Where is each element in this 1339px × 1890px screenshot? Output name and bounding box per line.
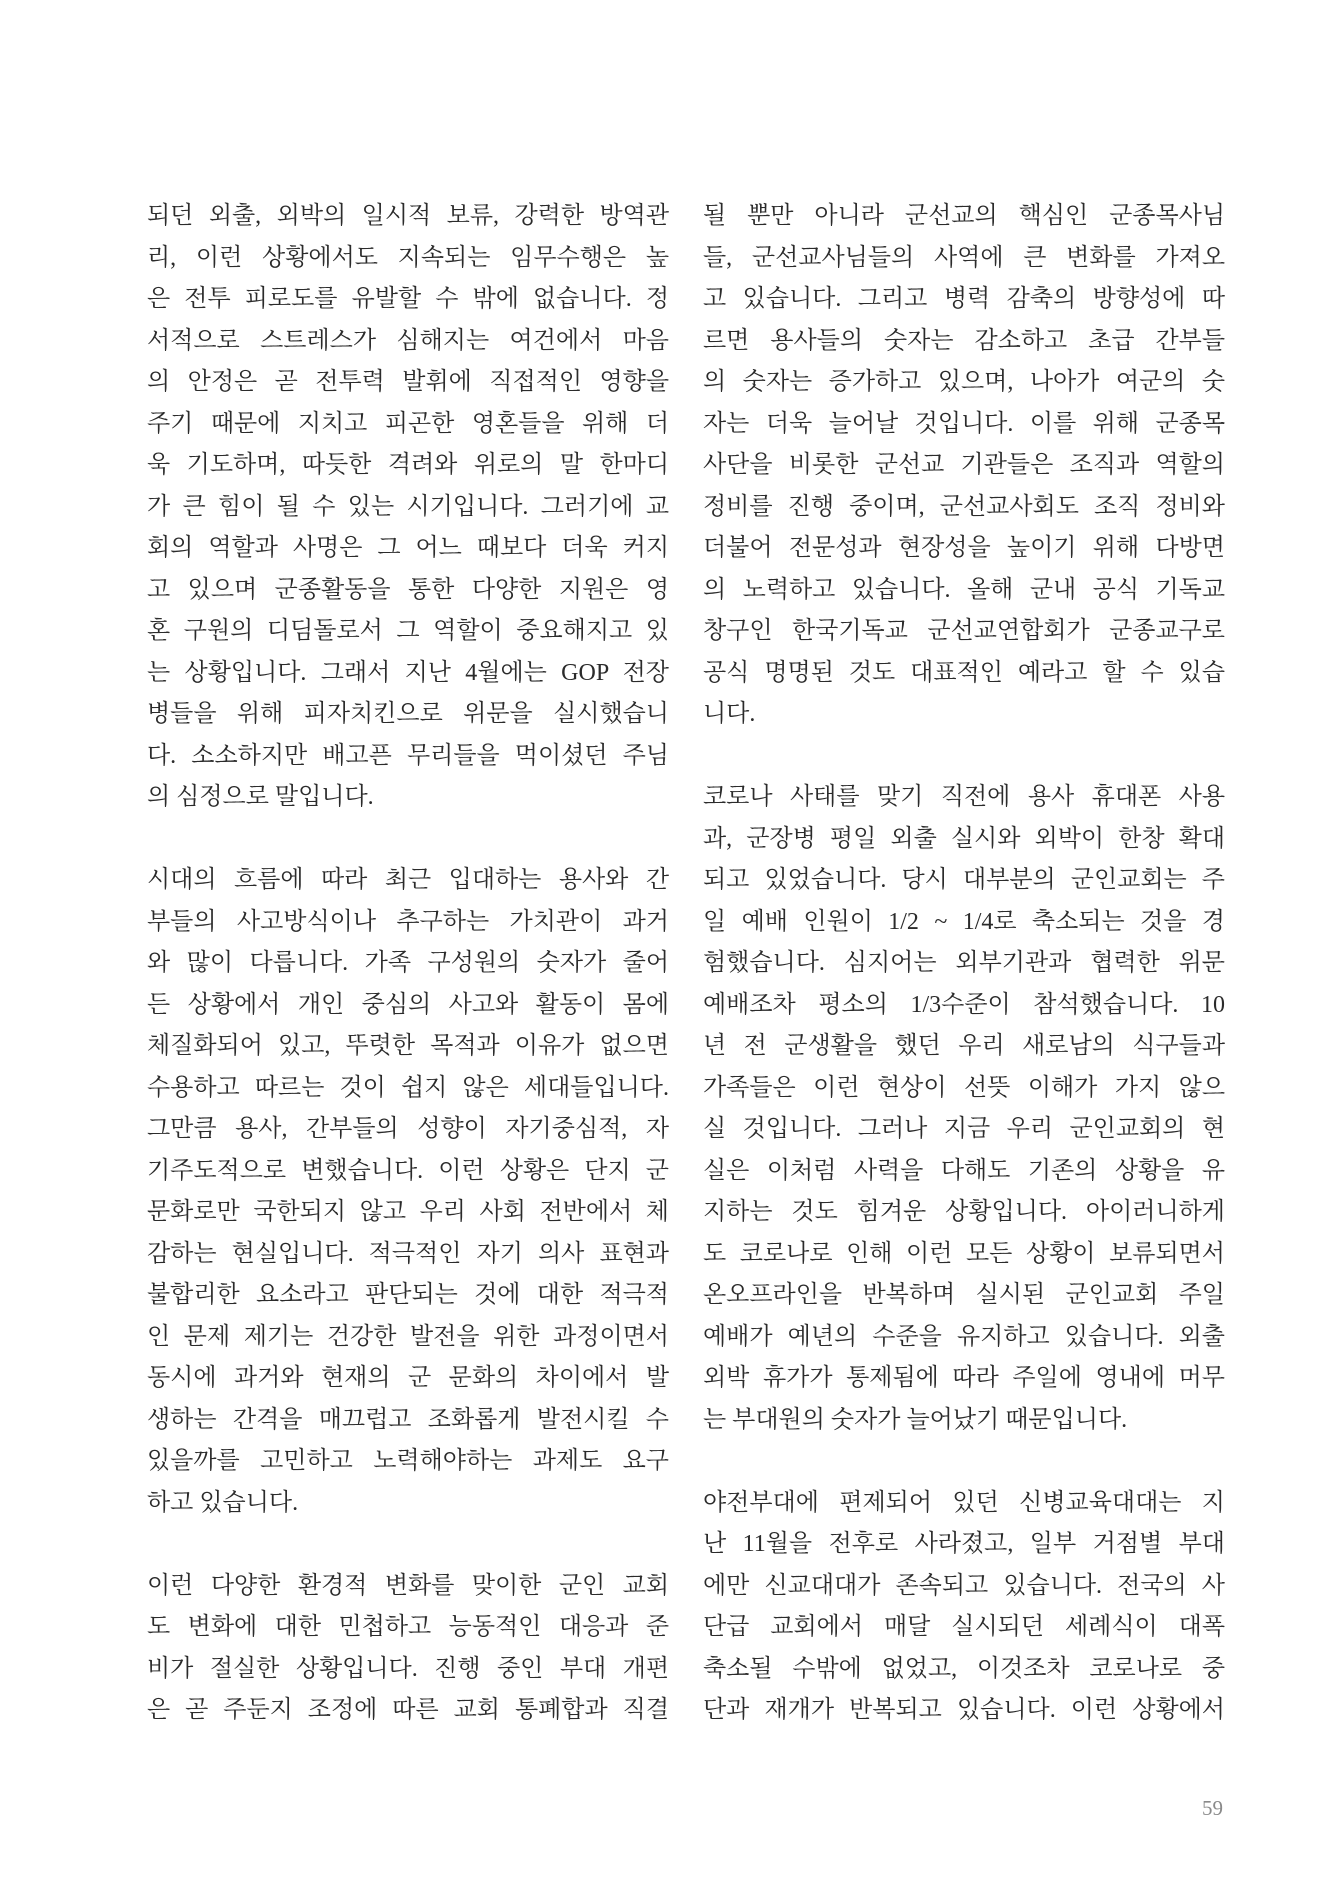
text-line: 리, 이런 상황에서도 지속되는 임무수행은 높 [147, 244, 669, 271]
text-line: 비가 절실한 상황입니다. 진행 중인 부대 개편 [147, 1655, 669, 1682]
text-line: 년 전 군생활을 했던 우리 새로남의 식구들과 [703, 1033, 1225, 1059]
page-number: 59 [1202, 1796, 1223, 1820]
paragraph [147, 196, 669, 819]
text-line: 주기 때문에 지치고 피곤한 영혼들을 위해 더 [147, 410, 669, 437]
text-line: 되던 외출, 외박의 일시적 보류, 강력한 방역관 [147, 203, 669, 229]
text-line: 고 있으며 군종활동을 통한 다양한 지원은 영 [147, 576, 669, 603]
text-line: 혼 구원의 디딤돌로서 그 역할이 중요해지고 있 [147, 618, 669, 644]
text-line: 지하는 것도 힘겨운 상황입니다. 아이러니하게 [703, 1199, 1225, 1225]
text-line: 도 변화에 대한 민첩하고 능동적인 대응과 준 [147, 1614, 669, 1640]
text-line: 실은 이처럼 사력을 다해도 기존의 상황을 유 [703, 1157, 1225, 1184]
left-column [147, 196, 669, 1732]
text-line: 들, 군선교사님들의 사역에 큰 변화를 가져오 [703, 244, 1225, 271]
text-line: 르면 용사들의 숫자는 감소하고 초급 간부들 [703, 327, 1225, 354]
text-line: 에만 신교대대가 존속되고 있습니다. 전국의 사 [703, 1572, 1225, 1599]
text-line: 의 숫자는 증가하고 있으며, 나아가 여군의 숫 [703, 369, 1225, 395]
text-line: 될 뿐만 아니라 군선교의 핵심인 군종목사님 [703, 203, 1225, 229]
text-line: 예배조차 평소의 1/3수준이 참석했습니다. 10 [703, 991, 1225, 1018]
text-line: 창구인 한국기독교 군선교연합회가 군종교구로 [703, 618, 1225, 644]
text-line: 가족들은 이런 현상이 선뜻 이해가 가지 않으 [703, 1074, 1225, 1101]
text-line: 예배가 예년의 수준을 유지하고 있습니다. 외출 [703, 1323, 1225, 1350]
text-line: 동시에 과거와 현재의 군 문화의 차이에서 발 [147, 1365, 669, 1391]
text-line: 회의 역할과 사명은 그 어느 때보다 더욱 커지 [147, 535, 669, 561]
text-line: 불합리한 요소라고 판단되는 것에 대한 적극적 [147, 1282, 669, 1308]
text-line: 단급 교회에서 매달 실시되던 세례식이 대폭 [703, 1614, 1225, 1640]
text-line: 더불어 전문성과 현장성을 높이기 위해 다방면 [703, 535, 1225, 561]
text-line: 부들의 사고방식이나 추구하는 가치관이 과거 [147, 908, 669, 935]
text-line: 코로나 사태를 맞기 직전에 용사 휴대폰 사용 [703, 784, 1225, 810]
text-line: 는 부대원의 숫자가 늘어났기 때문입니다. [703, 1406, 1128, 1433]
text-line: 인 문제 제기는 건강한 발전을 위한 과정이면서 [147, 1323, 669, 1350]
text-line: 가 큰 힘이 될 수 있는 시기입니다. 그러기에 교 [147, 493, 669, 520]
text-line: 와 많이 다릅니다. 가족 구성원의 숫자가 줄어 [147, 950, 669, 976]
paragraph [147, 1566, 669, 1732]
text-line: 사단을 비롯한 군선교 기관들은 조직과 역할의 [703, 452, 1225, 478]
text-line: 병들을 위해 피자치킨으로 위문을 실시했습니 [147, 701, 669, 727]
text-line: 단과 재개가 반복되고 있습니다. 이런 상황에서 [703, 1697, 1225, 1723]
text-line: 다. 소소하지만 배고픈 무리들을 먹이셨던 주님 [147, 742, 669, 769]
text-line: 수용하고 따르는 것이 쉽지 않은 세대들입니다. [147, 1074, 669, 1101]
text-line: 도 코로나로 인해 이런 모든 상황이 보류되면서 [703, 1240, 1225, 1267]
text-line: 문화로만 국한되지 않고 우리 사회 전반에서 체 [147, 1199, 669, 1225]
text-line: 온오프라인을 반복하며 실시된 군인교회 주일 [703, 1282, 1225, 1308]
text-line: 외박 휴가가 통제됨에 따라 주일에 영내에 머무 [703, 1365, 1225, 1391]
text-line: 자는 더욱 늘어날 것입니다. 이를 위해 군종목 [703, 410, 1225, 437]
text-line: 은 곧 주둔지 조정에 따른 교회 통폐합과 직결 [147, 1697, 669, 1723]
text-line: 서적으로 스트레스가 심해지는 여건에서 마음 [147, 327, 669, 354]
text-line: 든 상황에서 개인 중심의 사고와 활동이 몸에 [147, 991, 669, 1018]
text-line: 체질화되어 있고, 뚜렷한 목적과 이유가 없으면 [147, 1033, 669, 1059]
text-line: 그만큼 용사, 간부들의 성향이 자기중심적, 자 [147, 1116, 669, 1142]
text-line: 감하는 현실입니다. 적극적인 자기 의사 표현과 [147, 1240, 669, 1267]
text-line: 은 전투 피로도를 유발할 수 밖에 없습니다. 정 [147, 286, 669, 312]
text-line: 기주도적으로 변했습니다. 이런 상황은 단지 군 [147, 1157, 669, 1184]
paragraph [703, 777, 1225, 1441]
text-line: 공식 명명된 것도 대표적인 예라고 할 수 있습 [703, 659, 1225, 686]
right-column [703, 196, 1225, 1732]
text-line: 되고 있었습니다. 당시 대부분의 군인교회는 주 [703, 867, 1225, 893]
text-line: 축소될 수밖에 없었고, 이것조차 코로나로 중 [703, 1655, 1225, 1682]
text-line: 의 노력하고 있습니다. 올해 군내 공식 기독교 [703, 576, 1225, 603]
text-line: 하고 있습니다. [147, 1489, 299, 1516]
text-line: 야전부대에 편제되어 있던 신병교육대대는 지 [703, 1489, 1225, 1516]
text-line: 실 것입니다. 그러나 지금 우리 군인교회의 현 [703, 1116, 1225, 1142]
text-line: 있을까를 고민하고 노력해야하는 과제도 요구 [147, 1448, 669, 1474]
paragraph [703, 196, 1225, 736]
text-line: 는 상황입니다. 그래서 지난 4월에는 GOP 전장 [147, 659, 669, 686]
text-line: 생하는 간격을 매끄럽고 조화롭게 발전시킬 수 [147, 1406, 669, 1433]
text-line: 난 11월을 전후로 사라졌고, 일부 거점별 부대 [703, 1531, 1225, 1557]
text-line: 욱 기도하며, 따듯한 격려와 위로의 말 한마디 [147, 452, 669, 478]
text-line: 니다. [703, 701, 756, 727]
text-line: 의 심정으로 말입니다. [147, 784, 374, 810]
text-line: 과, 군장병 평일 외출 실시와 외박이 한창 확대 [703, 825, 1225, 852]
paragraph [703, 1483, 1225, 1732]
text-line: 험했습니다. 심지어는 외부기관과 협력한 위문 [703, 950, 1225, 976]
text-line: 고 있습니다. 그리고 병력 감축의 방향성에 따 [703, 286, 1225, 312]
text-line: 정비를 진행 중이며, 군선교사회도 조직 정비와 [703, 493, 1225, 520]
paragraph [147, 860, 669, 1524]
text-line: 시대의 흐름에 따라 최근 입대하는 용사와 간 [147, 867, 669, 893]
text-line: 이런 다양한 환경적 변화를 맞이한 군인 교회 [147, 1572, 669, 1599]
text-line: 의 안정은 곧 전투력 발휘에 직접적인 영향을 [147, 369, 669, 395]
text-line: 일 예배 인원이 1/2 ~ 1/4로 축소되는 것을 경 [703, 908, 1225, 935]
